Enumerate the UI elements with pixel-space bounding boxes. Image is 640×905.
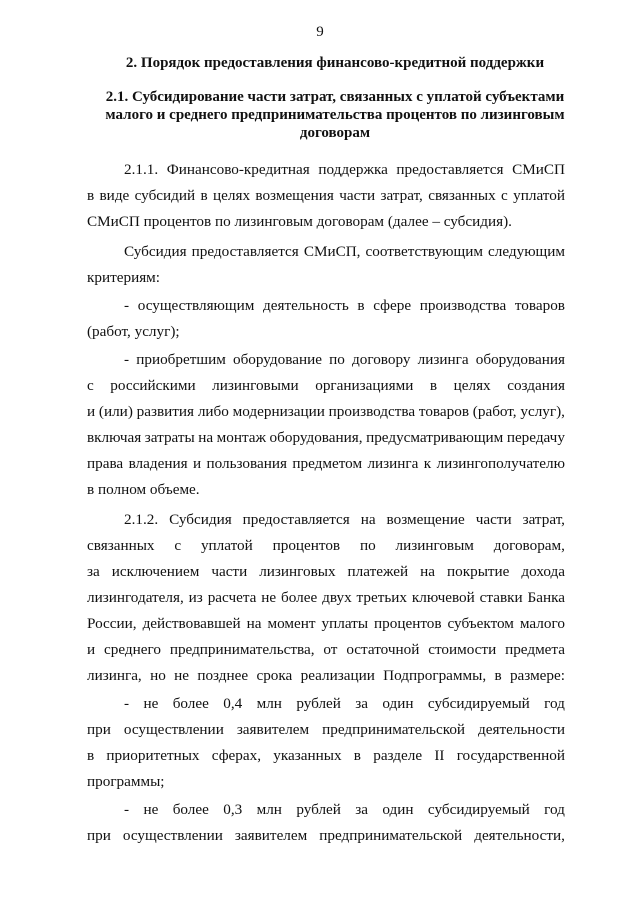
text-line: Субсидия предоставляется СМиСП, соответствующим следующим [124,243,565,260]
text-line: при осуществлении заявителем предпринимательской деятельности [87,721,565,738]
text-line: программы; [87,773,165,790]
text-line: лизинга, но не позднее срока реализации Подпрограммы, в размере: [87,667,565,684]
text-line: за исключением части лизинговых платежей на покрытие дохода [87,563,565,580]
text-line: критериям: [87,269,161,286]
text-line: - приобретшим оборудование по договору лизинга оборудования [124,351,565,368]
text-line: и среднего предпринимательства, от остаточной стоимости предмета [87,641,565,658]
page-number: 9 [316,24,324,40]
text-line: (работ, услуг); [87,323,180,340]
text-line: включая затраты на монтаж оборудования, предусматривающим передачу [87,429,565,446]
text-line: лизингодателя, из расчета не более двух третьих ключевой ставки Банка [87,589,565,606]
text-line: связанных с уплатой процентов по лизинговым договорам, [87,537,565,554]
text-line: 2.1.2. Субсидия предоставляется на возмещение части затрат, [124,511,565,528]
text-line: при осуществлении заявителем предпринимательской деятельности, [87,827,565,844]
text-line: с российскими лизинговыми организациями в целях создания [87,377,565,394]
text-line: в виде субсидий в целях возмещения части затрат, связанных с уплатой [87,187,565,204]
text-line: и (или) развития либо модернизации производства товаров (работ, услуг), [87,403,565,420]
section-title: 2. Порядок предоставления финансово-кредитной поддержки [125,55,545,71]
subsection-title: 2.1. Субсидирование части затрат, связанных с уплатой субъектами малого и среднего предпринимательства процентов по лизинговым договорам [105,89,565,141]
text-line: СМиСП процентов по лизинговым договорам (далее – субсидия). [87,213,512,230]
text-line: в приоритетных сферах, указанных в разделе II государственной [87,747,565,764]
text-line: в полном объеме. [87,481,200,498]
text-line: - не более 0,4 млн рублей за один субсидируемый год [124,695,565,712]
text-line: 2.1.1. Финансово-кредитная поддержка предоставляется СМиСП [124,161,565,178]
text-line: права владения и пользования предметом лизинга к лизингополучателю [87,455,565,472]
text-line: - осуществляющим деятельность в сфере производства товаров [124,297,565,314]
text-line: - не более 0,3 млн рублей за один субсидируемый год [124,801,565,818]
text-line: России, действовавшей на момент уплаты процентов субъектом малого [87,615,565,632]
